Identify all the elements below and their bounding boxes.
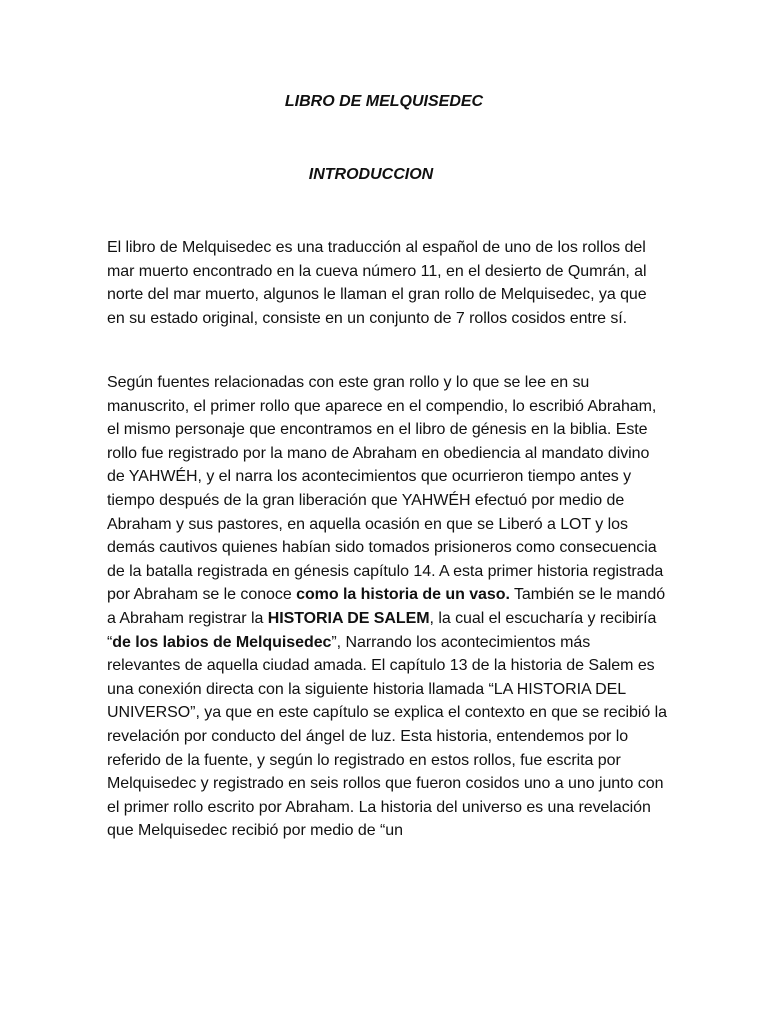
section-heading: INTRODUCCION — [308, 166, 434, 183]
paragraph-2-text: También se le mandó a Abraham registrar la — [107, 586, 666, 627]
paragraph-2 — [107, 371, 667, 843]
document-title: LIBRO DE MELQUISEDEC — [284, 93, 484, 110]
paragraph-2-bold-labios: de los labios de Melquisedec — [112, 633, 332, 651]
paragraph-2-text: ”, Narrando los acontecimientos más relevantes de aquella ciudad amada. El capítulo 13 de la historia de Salem es una conexión directa con la siguiente historia llamada “LA HISTORIA DEL UNIVERSO”, ya que en este capítulo se explica el contexto en que se recibió la revelación por conducto del ángel de luz. Esta historia, entendemos por lo referido de la fuente, y según lo registrado en estos rollos, fue escrita por Melquisedec y registrado en seis rollos que fueron cosidos uno a uno junto con el primer rollo escrito por Abraham. La historia del universo es una revelación que Melquisedec recibió por medio de “un — [107, 633, 667, 840]
paragraph-1: El libro de Melquisedec es una traducción al español de uno de los rollos del mar muerto encontrado en la cueva número 11, en el desierto de Qumrán, al norte del mar muerto, algunos le llaman el gran rollo de Melquisedec, ya que en su estado original, consiste en un conjunto de 7 rollos cosidos entre sí. — [107, 239, 647, 327]
paragraph-2-bold-vaso: como la historia de un vaso. — [296, 586, 510, 604]
paragraph-2-text: Según fuentes relacionadas con este gran rollo y lo que se lee en su manuscrito, el primer rollo que aparece en el compendio, lo escribió Abraham, el mismo personaje que encontramos en el libro de génesis en la biblia. Este rollo fue registrado por la mano de Abraham en obediencia al mandato divino de YAHWÉH, y el narra los acontecimientos que ocurrieron tiempo antes y tiempo después de la gran liberación que YAHWÉH efectuó por medio de Abraham y sus pastores, en aquella ocasión en que se Liberó a LOT y los demás cautivos quienes habían sido tomados prisioneros como consecuencia de la batalla registrada en génesis capítulo 14. A esta primer historia registrada por Abraham se le conoce — [107, 374, 664, 604]
paragraph-2-text: , la cual el escucharía y recibiría “ — [107, 609, 657, 651]
paragraph-2-bold-salem: HISTORIA DE SALEM — [267, 609, 430, 627]
